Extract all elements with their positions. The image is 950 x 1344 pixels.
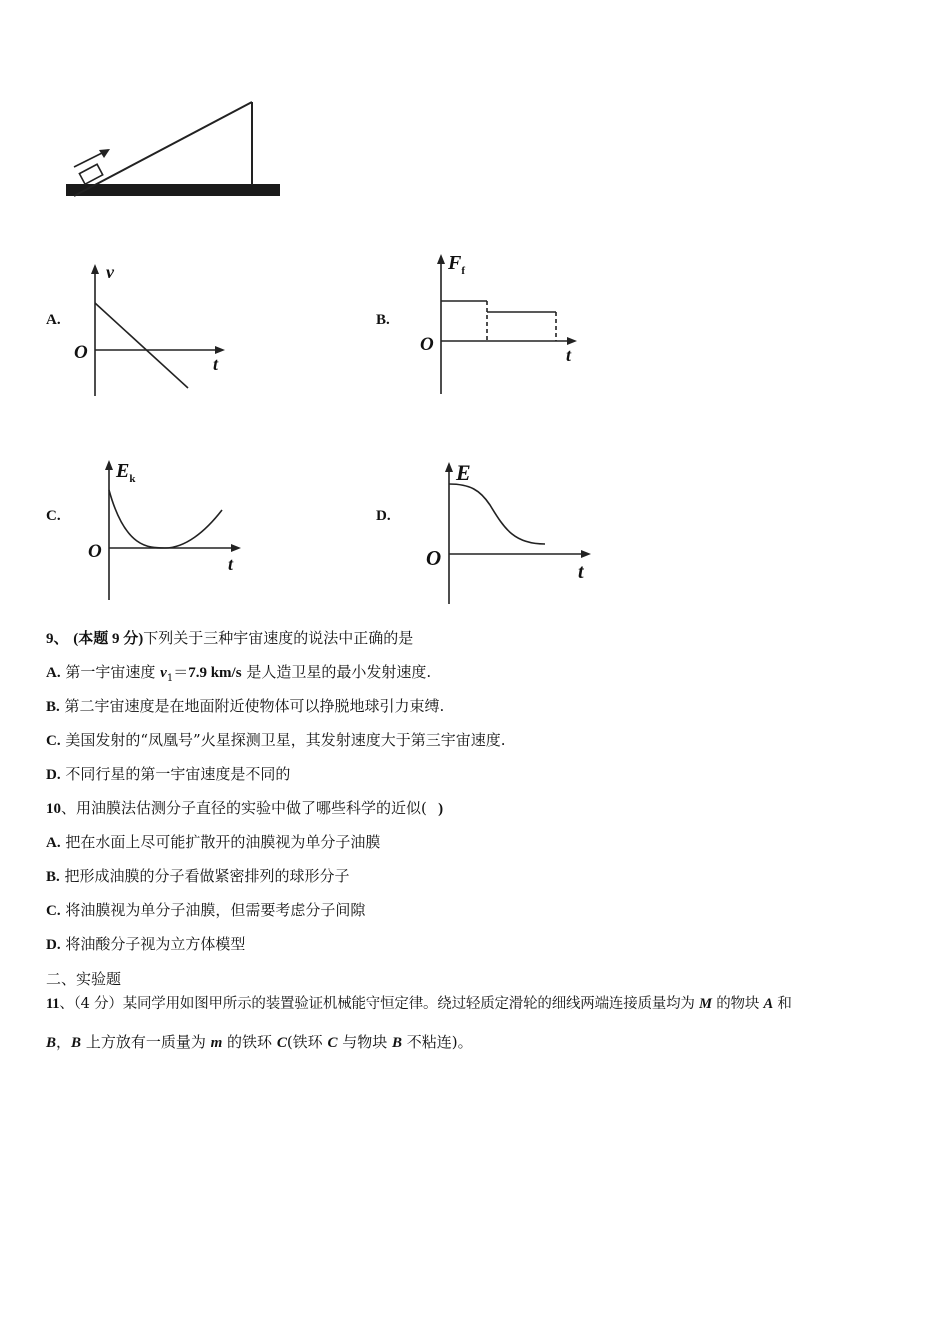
graph-b-label: B. [376, 312, 390, 328]
graph-a-x-label: t [213, 354, 219, 374]
q10-option-c: C. 将油膜视为单分子油膜，但需要考虑分子间隙 [46, 901, 366, 919]
graph-a-y-label: v [106, 262, 114, 282]
q9-option-c: C. 美国发射的“凤凰号”火星探测卫星，其发射速度大于第三宇宙速度. [46, 731, 506, 749]
q9-stem: 9、 (本题 9 分)下列关于三种宇宙速度的说法中正确的是 [46, 629, 414, 647]
graph-c-y-label: $E_k$ [116, 460, 136, 485]
q9-option-b: B. 第二宇宙速度是在地面附近使物体可以挣脱地球引力束缚. [46, 697, 445, 715]
q10-option-b: B. 把形成油膜的分子看做紧密排列的球形分子 [46, 867, 350, 885]
graph-c-x-label: t [228, 554, 234, 574]
q11-line1: 11、（4 分）某同学用如图甲所示的装置验证机械能守恒定律。绕过轻质定滑轮的细线两端连接质量均为 M 的物块 A 和 [46, 996, 792, 1012]
graph-c-y-sub: k [129, 473, 136, 485]
graph-d-origin: O [426, 546, 442, 570]
graph-b-y-label: $F_f$ [448, 252, 466, 277]
q10-option-d: D. 将油酸分子视为立方体模型 [46, 935, 246, 953]
section-title: 二、实验题 [46, 970, 122, 988]
energy-curve [449, 484, 545, 544]
q9-option-d: D. 不同行星的第一宇宙速度是不同的 [46, 765, 291, 783]
q11-line2: B，B 上方放有一质量为 m 的铁环 C(铁环 C 与物块 B 不粘连)。 [46, 1033, 473, 1051]
graph-d-y-label: E [456, 460, 471, 485]
q10-stem: 10、用油膜法估测分子直径的实验中做了哪些科学的近似( ) [46, 799, 444, 817]
graph-b-y-sub: f [461, 265, 466, 277]
graph-b-origin: O [420, 334, 434, 355]
q9-option-a: A. 第一宇宙速度 $v_1=7.9$ km/s 是人造卫星的最小发射速度. [46, 663, 432, 684]
graph-d-label: D. [376, 508, 391, 524]
q10-option-a: A. 把在水面上尽可能扩散开的油膜视为单分子油膜 [46, 833, 381, 851]
graph-d-x-label: t [578, 561, 584, 583]
graph-a-origin: O [74, 342, 88, 363]
graph-b-x-label: t [566, 345, 572, 365]
graph-c-label: C. [46, 508, 61, 524]
graph-a-label: A. [46, 312, 61, 328]
graph-c-origin: O [88, 541, 102, 562]
